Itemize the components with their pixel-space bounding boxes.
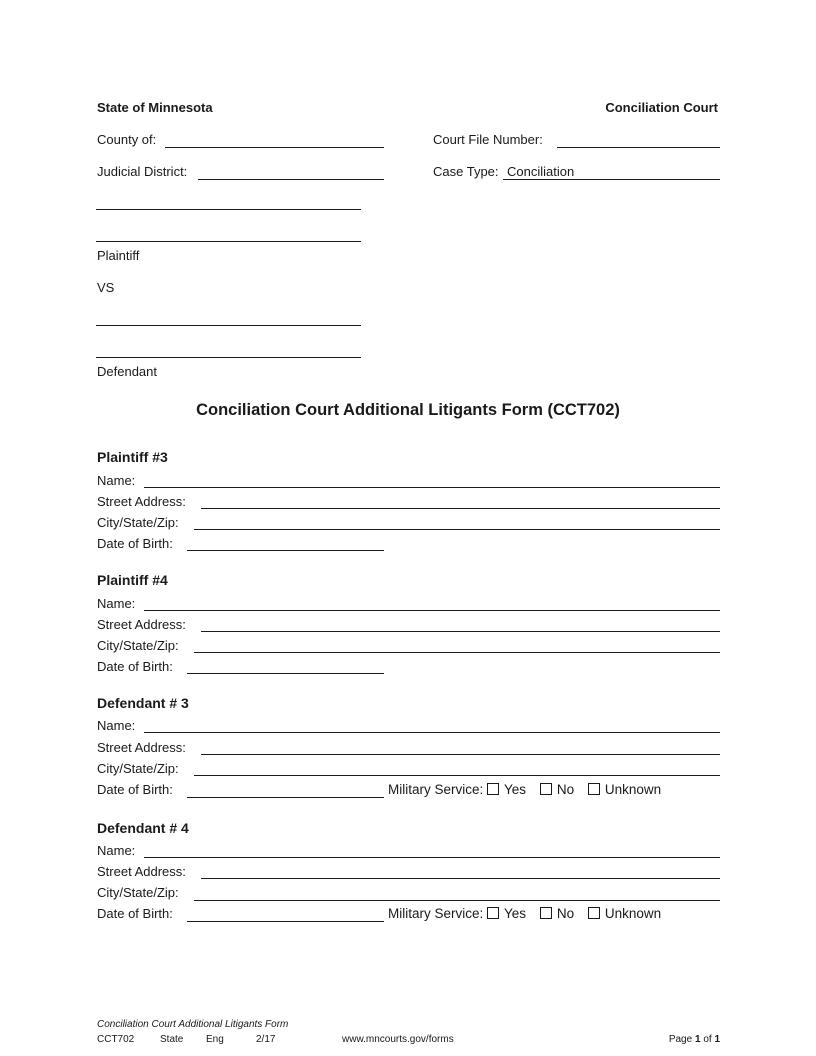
checkbox-icon[interactable] (540, 907, 552, 919)
page-of: of (703, 1034, 712, 1045)
military-yes-option[interactable]: Yes (487, 906, 526, 921)
footer-form-name: Conciliation Court Additional Litigants Form (97, 1019, 289, 1030)
defendant-4-street-field[interactable] (201, 878, 720, 879)
plaintiff-line-1[interactable] (96, 209, 361, 210)
defendant-4-name-field[interactable] (144, 857, 720, 858)
state-heading: State of Minnesota (97, 100, 213, 115)
plaintiff-3-city-label: City/State/Zip: (97, 515, 179, 530)
defendant-4-dob-label: Date of Birth: (97, 906, 173, 921)
military-yes-option[interactable]: Yes (487, 782, 526, 797)
plaintiff-4-name-field[interactable] (144, 610, 720, 611)
defendant-3-heading: Defendant # 3 (97, 695, 189, 711)
plaintiff-4-dob-label: Date of Birth: (97, 659, 173, 674)
defendant-4-heading: Defendant # 4 (97, 820, 189, 836)
plaintiff-3-street-field[interactable] (201, 508, 720, 509)
plaintiff-4-name-label: Name: (97, 596, 136, 611)
checkbox-icon[interactable] (487, 783, 499, 795)
military-unknown-option[interactable]: Unknown (588, 782, 661, 797)
defendant-3-name-field[interactable] (144, 732, 720, 733)
footer-language: Eng (206, 1034, 224, 1045)
plaintiff-3-city-field[interactable] (194, 529, 720, 530)
footer-code: CCT702 (97, 1034, 135, 1045)
military-no-option[interactable]: No (540, 782, 574, 797)
file-number-field[interactable] (557, 147, 720, 148)
checkbox-icon[interactable] (588, 783, 600, 795)
defendant-3-military-service (388, 782, 671, 797)
page-current: 1 (694, 1034, 701, 1045)
defendant-4-military-service (388, 906, 671, 921)
defendant-3-street-field[interactable] (201, 754, 720, 755)
plaintiff-3-street-label: Street Address: (97, 494, 186, 509)
defendant-3-city-field[interactable] (194, 775, 720, 776)
form-title: Conciliation Court Additional Litigants Form (CCT702) (196, 401, 620, 419)
checkbox-icon[interactable] (588, 907, 600, 919)
defendant-4-name-label: Name: (97, 843, 136, 858)
case-type-label: Case Type: (433, 164, 499, 179)
court-heading: Conciliation Court (605, 100, 718, 115)
county-label: County of: (97, 132, 157, 147)
plaintiff-3-heading: Plaintiff #3 (97, 449, 168, 465)
defendant-4-street-label: Street Address: (97, 864, 186, 879)
judicial-district-label: Judicial District: (97, 164, 188, 179)
defendant-4-city-label: City/State/Zip: (97, 885, 179, 900)
military-service-label: Military Service: (388, 906, 484, 921)
plaintiff-3-name-label: Name: (97, 473, 136, 488)
checkbox-icon[interactable] (540, 783, 552, 795)
county-field[interactable] (165, 147, 384, 148)
military-no-option[interactable]: No (540, 906, 574, 921)
defendant-3-street-label: Street Address: (97, 740, 186, 755)
plaintiff-4-dob-field[interactable] (187, 673, 384, 674)
military-unknown-option[interactable]: Unknown (588, 906, 661, 921)
plaintiff-4-street-label: Street Address: (97, 617, 186, 632)
defendant-4-city-field[interactable] (194, 900, 720, 901)
plaintiff-3-name-field[interactable] (144, 487, 720, 488)
plaintiff-caption-label: Plaintiff (97, 248, 140, 263)
plaintiff-3-dob-field[interactable] (187, 550, 384, 551)
plaintiff-line-2[interactable] (96, 241, 361, 242)
footer-url[interactable]: www.mncourts.gov/forms (342, 1034, 454, 1045)
plaintiff-4-city-field[interactable] (194, 652, 720, 653)
defendant-3-city-label: City/State/Zip: (97, 761, 179, 776)
plaintiff-4-city-label: City/State/Zip: (97, 638, 179, 653)
defendant-caption-label: Defendant (97, 364, 157, 379)
page-prefix: Page (668, 1034, 693, 1045)
defendant-3-name-label: Name: (97, 718, 136, 733)
plaintiff-4-street-field[interactable] (201, 631, 720, 632)
defendant-4-dob-field[interactable] (187, 921, 384, 922)
defendant-line-1[interactable] (96, 325, 361, 326)
footer-date: 2/17 (256, 1034, 276, 1045)
plaintiff-4-heading: Plaintiff #4 (97, 572, 168, 588)
page-total: 1 (714, 1034, 720, 1045)
checkbox-icon[interactable] (487, 907, 499, 919)
judicial-district-field[interactable] (198, 179, 384, 180)
case-type-value: Conciliation (507, 164, 575, 179)
defendant-3-dob-label: Date of Birth: (97, 782, 173, 797)
plaintiff-3-dob-label: Date of Birth: (97, 536, 173, 551)
case-type-field[interactable] (503, 179, 720, 180)
footer-page-number (669, 1034, 720, 1045)
military-service-label: Military Service: (388, 782, 484, 797)
footer-state: State (160, 1034, 184, 1045)
vs-label: VS (97, 280, 115, 295)
defendant-3-dob-field[interactable] (187, 797, 384, 798)
file-number-label: Court File Number: (433, 132, 543, 147)
defendant-line-2[interactable] (96, 357, 361, 358)
